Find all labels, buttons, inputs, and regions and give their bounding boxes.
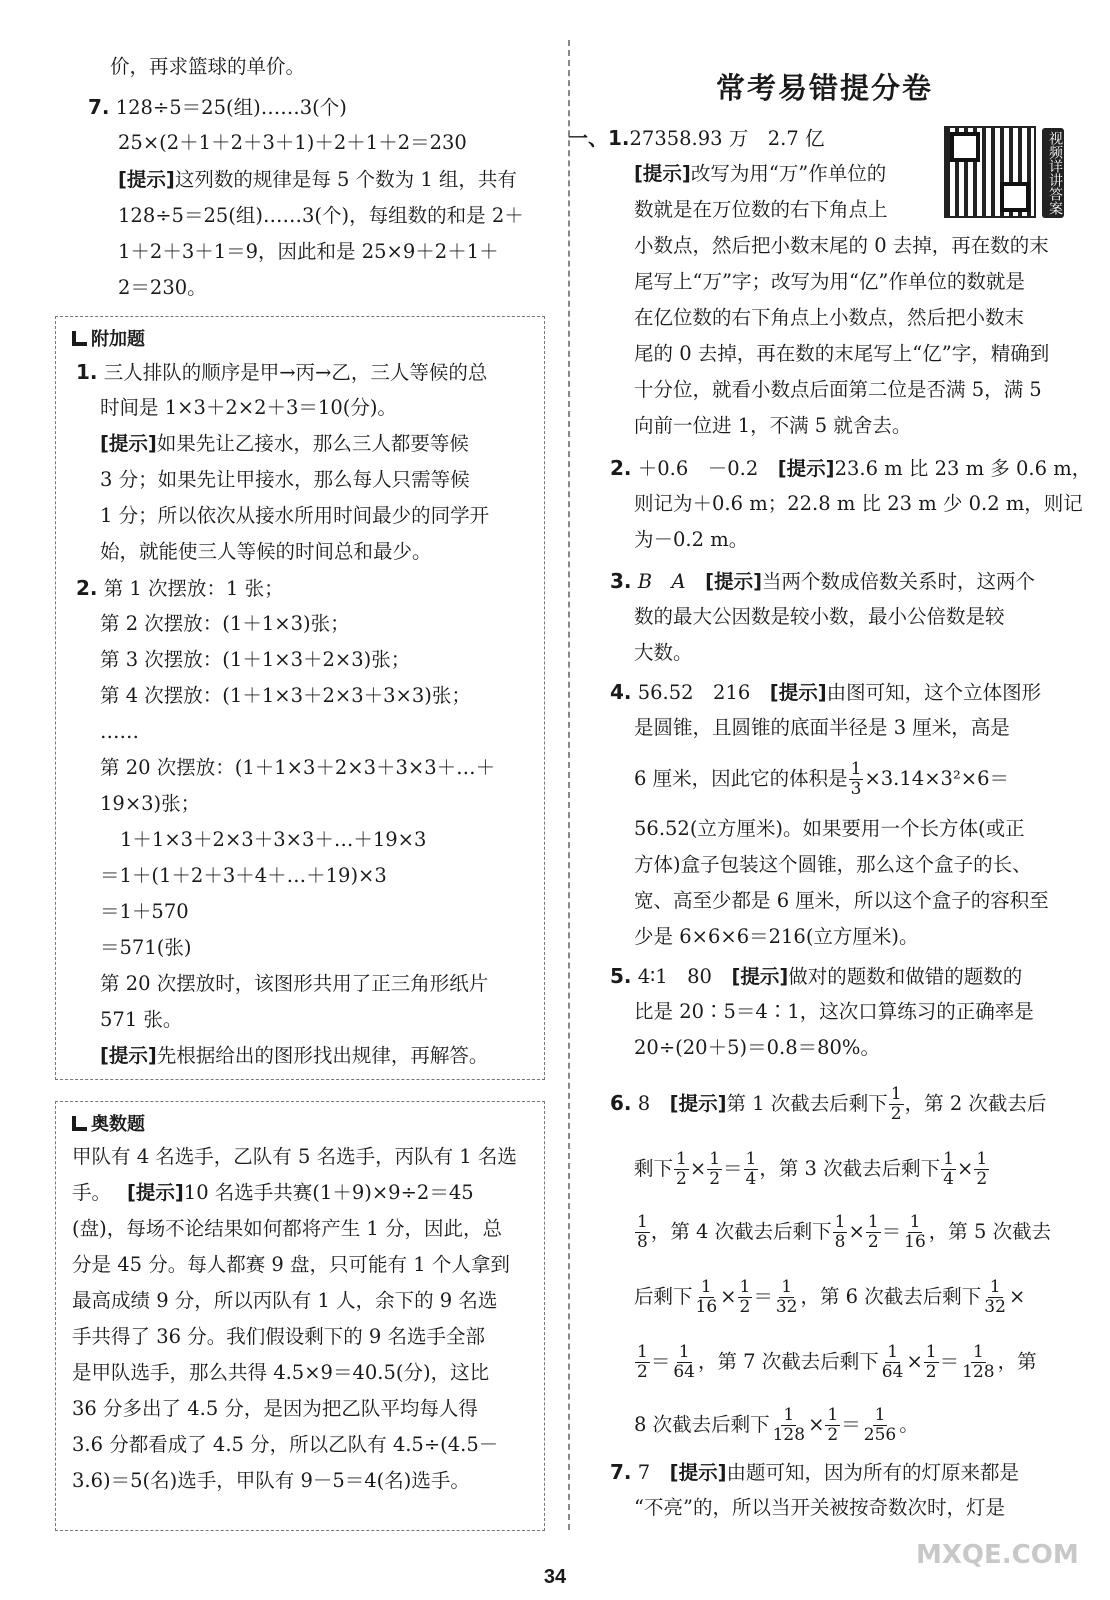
question-number: 一、1.: [568, 126, 630, 150]
text-line: 时间是 1×3＋2×2＋3＝10(分)。: [100, 396, 397, 419]
fraction: $\frac{1}{16}$: [904, 1212, 926, 1252]
text-line: 则记为＋0.6 m；22.8 m 比 23 m 少 0.2 m，则记: [634, 492, 1083, 515]
text-line: 数的最大公因数是较小数，最小公倍数是较: [634, 605, 1005, 628]
text-line: 手共得了 36 分。我们假设剩下的 9 名选手全部: [72, 1325, 486, 1348]
fraction: $\frac{1}{32}$: [984, 1277, 1006, 1317]
text-line: ＝1＋570: [100, 900, 189, 923]
text-line: 571 张。: [100, 1008, 183, 1031]
page-title: 常考易错提分卷: [716, 71, 934, 105]
fraction: $\frac{1}{2}$: [739, 1277, 751, 1317]
text-line: 由题可知，因为所有的灯原来都是: [726, 1461, 1019, 1484]
text-line: 6 厘米，因此它的体积是: [634, 767, 848, 790]
text-line: 始，就能使三人等候的时间总和最少。: [100, 540, 432, 563]
qr-code[interactable]: [944, 126, 1036, 218]
watermark: MXQE.COM: [916, 1540, 1079, 1570]
text-line: ＝571(张): [100, 936, 192, 959]
fraction: $\frac{1}{2}$: [637, 1342, 648, 1382]
fraction: $\frac{1}{4}$: [943, 1149, 954, 1189]
question-number: 2.: [610, 456, 632, 480]
text-line: 第 2 次摆放：(1＋1×3)张；: [100, 612, 350, 635]
text-line: 十分位，就看小数点后面第二位是否满 5，满 5: [634, 378, 1042, 401]
fraction: $\frac{1}{256}$: [863, 1405, 897, 1445]
fraction: $\frac{1}{2}$: [925, 1342, 937, 1382]
question-number: 3.: [610, 569, 632, 593]
section-icon: [72, 331, 87, 346]
text-line: 甲队有 4 名选手，乙队有 5 名选手，丙队有 1 名选: [72, 1145, 517, 1168]
text-line: ×3.14×3²×6＝: [864, 767, 1010, 790]
text-line: 最高成绩 9 分，所以丙队有 1 人，余下的 9 名选: [72, 1289, 498, 1312]
fraction: $\frac{1}{64}$: [673, 1342, 695, 1382]
text-line: 为－0.2 m。: [634, 528, 749, 551]
text-line: 改写为用“万”作单位的: [690, 162, 887, 185]
text-line: 2＝230。: [118, 276, 207, 299]
text-line: 先根据给出的图形找出规律，再解答。: [156, 1044, 489, 1067]
question-number: 5.: [610, 964, 632, 988]
text-line: 尾的 0 去掉，再在数的末尾写上“亿”字，精确到: [634, 342, 1050, 365]
fraction: $\frac{1}{8}$: [834, 1212, 846, 1252]
text-line: 27358.93 万 2.7 亿: [629, 127, 825, 150]
text-line: 这列数的规律是每 5 个数为 1 组，共有: [174, 168, 517, 191]
answer: 56.52 216: [637, 681, 751, 704]
fraction: $\frac{1}{32}$: [775, 1277, 798, 1317]
text-line: 第 3 次摆放：(1＋1×3＋2×3)张；: [100, 648, 411, 671]
text-line: 三人排队的顺序是甲→丙→乙，三人等候的总: [103, 361, 488, 384]
text-line: 36 分多出了 4.5 分，是因为把乙队平均每人得: [72, 1397, 478, 1420]
text-line: 在亿位数的右下角点上小数点，然后把小数末: [634, 306, 1025, 329]
text-line: 大数。: [634, 641, 693, 664]
text-line: 价，再求篮球的单价。: [110, 55, 306, 78]
text-line: 1＋1×3＋2×3＋3×3＋…＋19×3: [120, 828, 427, 851]
text-line: 由图可知，这个立体图形: [826, 681, 1042, 704]
hint-label: [提示]: [118, 168, 175, 191]
answer: 8: [637, 1092, 651, 1115]
text-line: 19×3)张；: [100, 792, 201, 815]
text-line: 23.6 m 比 23 m 多 0.6 m，: [834, 457, 1092, 480]
fraction: $\frac{1}{3}$: [850, 759, 862, 799]
text-line: 向前一位进 1，不满 5 就舍去。: [634, 414, 912, 437]
olympiad-box: [55, 1101, 545, 1531]
fraction: $\frac{1}{2}$: [827, 1405, 839, 1445]
text-line: 128÷5＝25(组)……3(个)，每组数的和是 2＋: [118, 204, 524, 227]
answer: 7: [637, 1461, 651, 1484]
text-line: 分是 45 分。每人都赛 9 盘，只可能有 1 个人拿到: [72, 1253, 510, 1276]
fraction: $\frac{1}{16}$: [695, 1277, 718, 1317]
text-line: 是甲队选手，那么共得 4.5×9＝40.5(分)，这比: [72, 1361, 490, 1384]
hint-label: [提示]: [777, 457, 835, 480]
fraction: $\frac{1}{128}$: [772, 1405, 806, 1445]
text-line: 第 20 次摆放时，该图形共用了正三角形纸片: [100, 972, 489, 995]
text-line: 3.6)＝5(名)选手，甲队有 9－5＝4(名)选手。: [72, 1469, 470, 1492]
hint-label: [提示]: [669, 1092, 727, 1115]
fraction: $\frac{1}{4}$: [745, 1149, 757, 1189]
text-line: 10 名选手共赛(1＋9)×9÷2＝45: [183, 1181, 474, 1204]
text-line: 是圆锥，且圆锥的底面半径是 3 厘米，高是: [634, 716, 1010, 739]
answer: B A: [637, 570, 686, 593]
question-number: 6.: [610, 1091, 632, 1115]
text-line: 当两个数成倍数关系时，这两个: [761, 570, 1035, 593]
fraction: $\frac{1}{128}$: [962, 1342, 995, 1382]
question-number: 4.: [610, 680, 632, 704]
question-number: 2.: [76, 576, 98, 600]
text-line: ……: [100, 720, 139, 743]
hint-label: [提示]: [634, 162, 691, 185]
text-line: 方体)盒子包装这个圆锥，那么这个盒子的长、: [634, 853, 1032, 876]
text-line: 25×(2＋1＋2＋3＋1)＋2＋1＋2＝230: [118, 131, 467, 154]
hint-label: [提示]: [705, 570, 762, 593]
hint-label: [提示]: [100, 432, 157, 455]
question-number: 1.: [76, 360, 98, 384]
text-line: 3.6 分都看成了 4.5 分，所以乙队有 4.5÷(4.5－: [72, 1433, 499, 1456]
text-line: 宽、高至少都是 6 厘米，所以这个盒子的容积至: [634, 889, 1049, 912]
text-line: 比是 20∶5＝4∶1，这次口算练习的正确率是: [634, 1000, 1034, 1023]
section-title: 奥数题: [72, 1110, 145, 1136]
fraction: $\frac{1}{2}$: [867, 1212, 879, 1252]
text-line: ＝1＋(1＋2＋3＋4＋…＋19)×3: [100, 864, 387, 887]
hint-label: [提示]: [100, 1044, 157, 1067]
fraction: $\frac{1}{2}$: [890, 1084, 902, 1124]
text-line: 1 分；所以依次从接水所用时间最少的同学开: [100, 504, 490, 527]
text-line: 尾写上“万”字；改写为用“亿”作单位的数就是: [634, 270, 1025, 293]
qr-label: 视频详讲答案: [1042, 128, 1064, 218]
column-divider: [568, 40, 570, 1530]
text-line: 做对的题数和做错的题数的: [788, 965, 1023, 988]
question-number: 7.: [88, 95, 110, 119]
text-line: 少是 6×6×6＝216(立方厘米)。: [634, 925, 919, 948]
hint-label: [提示]: [669, 1461, 727, 1484]
text-line: 第 20 次摆放：(1＋1×3＋2×3＋3×3＋…＋: [100, 756, 496, 779]
text-line: 如果先让乙接水，那么三人都要等候: [156, 432, 469, 455]
hint-label: [提示]: [769, 681, 827, 704]
hint-label: [提示]: [731, 965, 789, 988]
fraction: $\frac{1}{2}$: [976, 1149, 988, 1189]
text-line: “不亮”的，所以当开关被按奇数次时，灯是: [634, 1496, 1005, 1519]
text-line: 56.52(立方厘米)。如果要用一个长方体(或正: [634, 817, 1025, 840]
section-icon: [72, 1116, 87, 1131]
fraction: $\frac{1}{2}$: [709, 1149, 721, 1189]
fraction: $\frac{1}{8}$: [637, 1212, 648, 1252]
text-line: 128÷5＝25(组)……3(个): [115, 96, 347, 119]
text-line: (盘)，每场不论结果如何都将产生 1 分，因此，总: [72, 1217, 503, 1240]
page-number: 34: [543, 1566, 567, 1588]
hint-label: [提示]: [126, 1181, 184, 1204]
extra-questions-box: [55, 316, 545, 1080]
fraction: $\frac{1}{64}$: [881, 1342, 904, 1382]
text-line: 第 1 次摆放：1 张；: [103, 577, 284, 600]
fraction: $\frac{1}{2}$: [676, 1149, 687, 1189]
answer: 4∶1 80: [637, 965, 712, 988]
text-line: 3 分；如果先让甲接水，那么每人只需等候: [100, 468, 470, 491]
text-line: 第 4 次摆放：(1＋1×3＋2×3＋3×3)张；: [100, 684, 471, 707]
question-number: 7.: [610, 1460, 632, 1484]
text-line: 数就是在万位数的右下角点上: [634, 198, 888, 221]
text-line: 1＋2＋3＋1＝9，因此和是 25×9＋2＋1＋: [118, 240, 499, 263]
section-title: 附加题: [72, 325, 145, 351]
text-line: 20÷(20＋5)＝0.8＝80%。: [634, 1036, 880, 1059]
answer: ＋0.6 －0.2: [637, 457, 759, 480]
text-line: 小数点，然后把小数末尾的 0 去掉，再在数的末: [634, 234, 1049, 257]
text-line: 手。: [72, 1181, 102, 1204]
